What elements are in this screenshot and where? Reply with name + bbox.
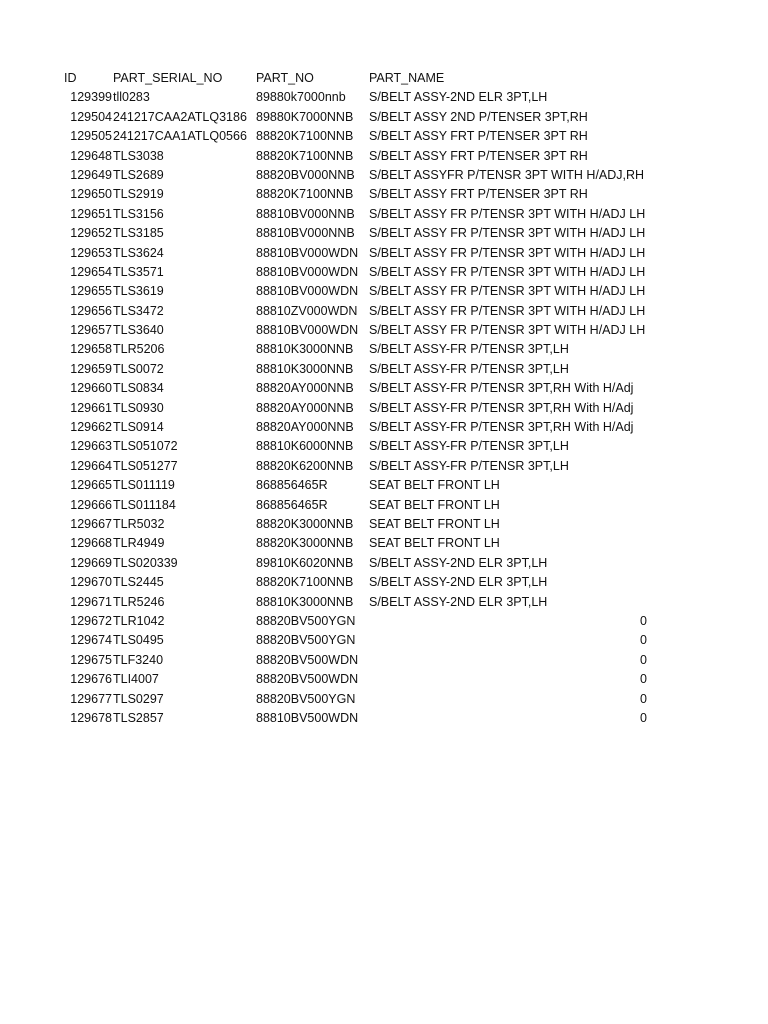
part-name-cell: S/BELT ASSY-FR P/TENSR 3PT,LH [369, 458, 569, 473]
part-serial-no-cell: TLS0834 [113, 381, 164, 396]
part-no-cell: 88820K3000NNB [256, 536, 354, 551]
table-body [64, 88, 664, 728]
table-row [64, 302, 664, 321]
part-serial-no-cell: 241217CAA1ATLQ0566 [113, 129, 247, 144]
part-no-cell: 88810K3000NNB [256, 342, 354, 357]
id-cell: 129399 [70, 90, 112, 105]
part-serial-no-cell: TLS3619 [113, 284, 164, 299]
table-row [64, 340, 664, 359]
part-serial-no-cell: TLS2857 [113, 710, 164, 725]
id-cell: 129654 [70, 264, 112, 279]
table-row [64, 127, 664, 146]
part-serial-no-cell: TLR5206 [113, 342, 165, 357]
part-serial-no-cell: TLS2689 [113, 167, 164, 182]
table-row [64, 534, 664, 553]
table-row [64, 418, 664, 437]
id-cell: 129653 [70, 245, 112, 260]
id-cell: 129655 [70, 284, 112, 299]
part-name-cell: S/BELT ASSY FR P/TENSR 3PT WITH H/ADJ LH [369, 264, 646, 279]
table-row [64, 476, 664, 495]
part-no-cell: 88810K3000NNB [256, 361, 354, 376]
table-row [64, 670, 664, 689]
part-serial-no-cell: tll0283 [113, 90, 150, 105]
column-header-part-no: PART_NO [256, 71, 314, 85]
table-row [64, 282, 664, 301]
part-serial-no-cell: TLS2445 [113, 575, 164, 590]
part-serial-no-cell: TLS3640 [113, 323, 164, 338]
part-serial-no-cell: TLR1042 [113, 613, 165, 628]
part-serial-no-cell: TLR4949 [113, 536, 165, 551]
part-serial-no-cell: TLS020339 [113, 555, 178, 570]
part-name-cell: S/BELT ASSYFR P/TENSR 3PT WITH H/ADJ,RH [369, 167, 645, 182]
id-cell: 129674 [70, 633, 112, 648]
id-cell: 129656 [70, 303, 112, 318]
part-no-cell: 88810BV000WDN [256, 284, 359, 299]
table-row [64, 88, 664, 107]
table-row [64, 593, 664, 612]
id-cell: 129662 [70, 420, 112, 435]
part-no-cell: 88810BV000NNB [256, 206, 355, 221]
column-header-part-name: PART_NAME [369, 71, 445, 85]
part-name-cell: S/BELT ASSY FR P/TENSR 3PT WITH H/ADJ LH [369, 206, 646, 221]
id-cell: 129650 [70, 187, 112, 202]
part-no-cell: 88820AY000NNB [256, 400, 354, 415]
column-header-part-serial-no: PART_SERIAL_NO [113, 71, 223, 85]
id-cell: 129663 [70, 439, 112, 454]
spreadsheet-table [64, 69, 664, 728]
part-serial-no-cell: TLR5032 [113, 516, 165, 531]
table-row [64, 612, 664, 631]
value-cell: 0 [640, 652, 647, 667]
part-serial-no-cell: TLS2919 [113, 187, 164, 202]
part-name-cell: S/BELT ASSY-FR P/TENSR 3PT,RH With H/Adj [369, 381, 634, 396]
table-row [64, 205, 664, 224]
id-cell: 129659 [70, 361, 112, 376]
id-cell: 129657 [70, 323, 112, 338]
table-row [64, 573, 664, 592]
table-row [64, 690, 664, 709]
table-row [64, 185, 664, 204]
part-no-cell: 88810ZV000WDN [256, 303, 358, 318]
id-cell: 129652 [70, 226, 112, 241]
part-serial-no-cell: TLS011184 [113, 497, 176, 512]
part-serial-no-cell: TLS3156 [113, 206, 164, 221]
part-no-cell: 88820BV500YGN [256, 691, 356, 706]
part-serial-no-cell: TLI4007 [113, 672, 159, 687]
table-row [64, 457, 664, 476]
part-name-cell: SEAT BELT FRONT LH [369, 478, 500, 493]
id-cell: 129671 [70, 594, 112, 609]
part-serial-no-cell: TLS3185 [113, 226, 164, 241]
id-cell: 129672 [70, 613, 112, 628]
value-cell: 0 [640, 613, 647, 628]
part-name-cell: S/BELT ASSY FRT P/TENSER 3PT RH [369, 148, 588, 163]
part-name-cell: S/BELT ASSY-2ND ELR 3PT,LH [369, 575, 548, 590]
part-serial-no-cell: TLS0930 [113, 400, 164, 415]
table-row [64, 166, 664, 185]
part-no-cell: 88810BV000WDN [256, 323, 359, 338]
table-row [64, 321, 664, 340]
part-name-cell: S/BELT ASSY-2ND ELR 3PT,LH [369, 555, 548, 570]
part-no-cell: 89810K6020NNB [256, 555, 354, 570]
part-no-cell: 868856465R [256, 497, 328, 512]
part-no-cell: 89880K7000NNB [256, 109, 354, 124]
part-no-cell: 88820K7100NNB [256, 575, 354, 590]
table-row [64, 651, 664, 670]
table-row [64, 399, 664, 418]
part-no-cell: 88810BV000WDN [256, 264, 359, 279]
id-cell: 129649 [70, 167, 112, 182]
table-row [64, 147, 664, 166]
part-no-cell: 88820K7100NNB [256, 187, 354, 202]
id-cell: 129504 [70, 109, 112, 124]
id-cell: 129675 [70, 652, 112, 667]
part-serial-no-cell: TLS0297 [113, 691, 164, 706]
part-serial-no-cell: TLS0495 [113, 633, 164, 648]
id-cell: 129648 [70, 148, 112, 163]
part-name-cell: SEAT BELT FRONT LH [369, 497, 500, 512]
value-cell: 0 [640, 710, 647, 725]
table-row [64, 360, 664, 379]
id-cell: 129677 [70, 691, 112, 706]
part-no-cell: 88820K3000NNB [256, 516, 354, 531]
part-no-cell: 88820BV500WDN [256, 652, 359, 667]
id-cell: 129658 [70, 342, 112, 357]
id-cell: 129670 [70, 575, 112, 590]
part-no-cell: 88820BV500YGN [256, 613, 356, 628]
part-name-cell: S/BELT ASSY-FR P/TENSR 3PT,RH With H/Adj [369, 420, 634, 435]
part-no-cell: 88820BV500YGN [256, 633, 356, 648]
id-cell: 129664 [70, 458, 112, 473]
part-no-cell: 89880k7000nnb [256, 90, 346, 105]
table-row [64, 244, 664, 263]
part-name-cell: S/BELT ASSY FR P/TENSR 3PT WITH H/ADJ LH [369, 323, 646, 338]
part-serial-no-cell: 241217CAA2ATLQ3186 [113, 109, 247, 124]
part-no-cell: 88810BV500WDN [256, 710, 359, 725]
part-serial-no-cell: TLS051277 [113, 458, 178, 473]
part-no-cell: 88820BV000NNB [256, 167, 355, 182]
part-name-cell: S/BELT ASSY FR P/TENSR 3PT WITH H/ADJ LH [369, 226, 646, 241]
table-row [64, 709, 664, 728]
part-no-cell: 88820K6200NNB [256, 458, 354, 473]
value-cell: 0 [640, 672, 647, 687]
id-cell: 129661 [70, 400, 112, 415]
part-no-cell: 88820BV500WDN [256, 672, 359, 687]
table-row [64, 496, 664, 515]
part-name-cell: S/BELT ASSY-FR P/TENSR 3PT,LH [369, 439, 569, 454]
part-name-cell: S/BELT ASSY FR P/TENSR 3PT WITH H/ADJ LH [369, 245, 646, 260]
id-cell: 129676 [70, 672, 112, 687]
table-header-row [64, 69, 664, 88]
part-name-cell: S/BELT ASSY FRT P/TENSER 3PT RH [369, 187, 588, 202]
table-row [64, 515, 664, 534]
id-cell: 129665 [70, 478, 112, 493]
id-cell: 129651 [70, 206, 112, 221]
column-header-id: ID [64, 71, 77, 85]
id-cell: 129505 [70, 129, 112, 144]
table-row [64, 379, 664, 398]
part-no-cell: 88820K7100NNB [256, 148, 354, 163]
part-serial-no-cell: TLS0072 [113, 361, 164, 376]
part-name-cell: SEAT BELT FRONT LH [369, 536, 500, 551]
part-no-cell: 88810BV000NNB [256, 226, 355, 241]
part-name-cell: S/BELT ASSY FR P/TENSR 3PT WITH H/ADJ LH [369, 284, 646, 299]
id-cell: 129668 [70, 536, 112, 551]
part-serial-no-cell: TLS011119 [113, 478, 175, 493]
part-name-cell: S/BELT ASSY-2ND ELR 3PT,LH [369, 90, 548, 105]
value-cell: 0 [640, 633, 647, 648]
id-cell: 129678 [70, 710, 112, 725]
part-serial-no-cell: TLF3240 [113, 652, 164, 667]
table-row [64, 631, 664, 650]
table-row [64, 224, 664, 243]
part-name-cell: S/BELT ASSY-FR P/TENSR 3PT,RH With H/Adj [369, 400, 634, 415]
part-name-cell: S/BELT ASSY-2ND ELR 3PT,LH [369, 594, 548, 609]
part-no-cell: 88810K6000NNB [256, 439, 354, 454]
table-row [64, 437, 664, 456]
part-serial-no-cell: TLS3571 [113, 264, 164, 279]
part-no-cell: 88810K3000NNB [256, 594, 354, 609]
table-row [64, 108, 664, 127]
part-name-cell: S/BELT ASSY 2ND P/TENSER 3PT,RH [369, 109, 588, 124]
part-no-cell: 88810BV000WDN [256, 245, 359, 260]
part-no-cell: 868856465R [256, 478, 328, 493]
part-name-cell: S/BELT ASSY FRT P/TENSER 3PT RH [369, 129, 588, 144]
part-serial-no-cell: TLS3038 [113, 148, 164, 163]
part-serial-no-cell: TLS0914 [113, 420, 164, 435]
id-cell: 129660 [70, 381, 112, 396]
part-no-cell: 88820AY000NNB [256, 420, 354, 435]
table-row [64, 263, 664, 282]
table-row [64, 554, 664, 573]
part-no-cell: 88820AY000NNB [256, 381, 354, 396]
part-name-cell: SEAT BELT FRONT LH [369, 516, 500, 531]
part-name-cell: S/BELT ASSY FR P/TENSR 3PT WITH H/ADJ LH [369, 303, 646, 318]
part-name-cell: S/BELT ASSY-FR P/TENSR 3PT,LH [369, 361, 569, 376]
value-cell: 0 [640, 691, 647, 706]
part-serial-no-cell: TLS051072 [113, 439, 178, 454]
part-name-cell: S/BELT ASSY-FR P/TENSR 3PT,LH [369, 342, 569, 357]
id-cell: 129669 [70, 555, 112, 570]
part-serial-no-cell: TLS3472 [113, 303, 164, 318]
id-cell: 129666 [70, 497, 112, 512]
part-serial-no-cell: TLS3624 [113, 245, 164, 260]
part-serial-no-cell: TLR5246 [113, 594, 165, 609]
id-cell: 129667 [70, 516, 112, 531]
part-no-cell: 88820K7100NNB [256, 129, 354, 144]
